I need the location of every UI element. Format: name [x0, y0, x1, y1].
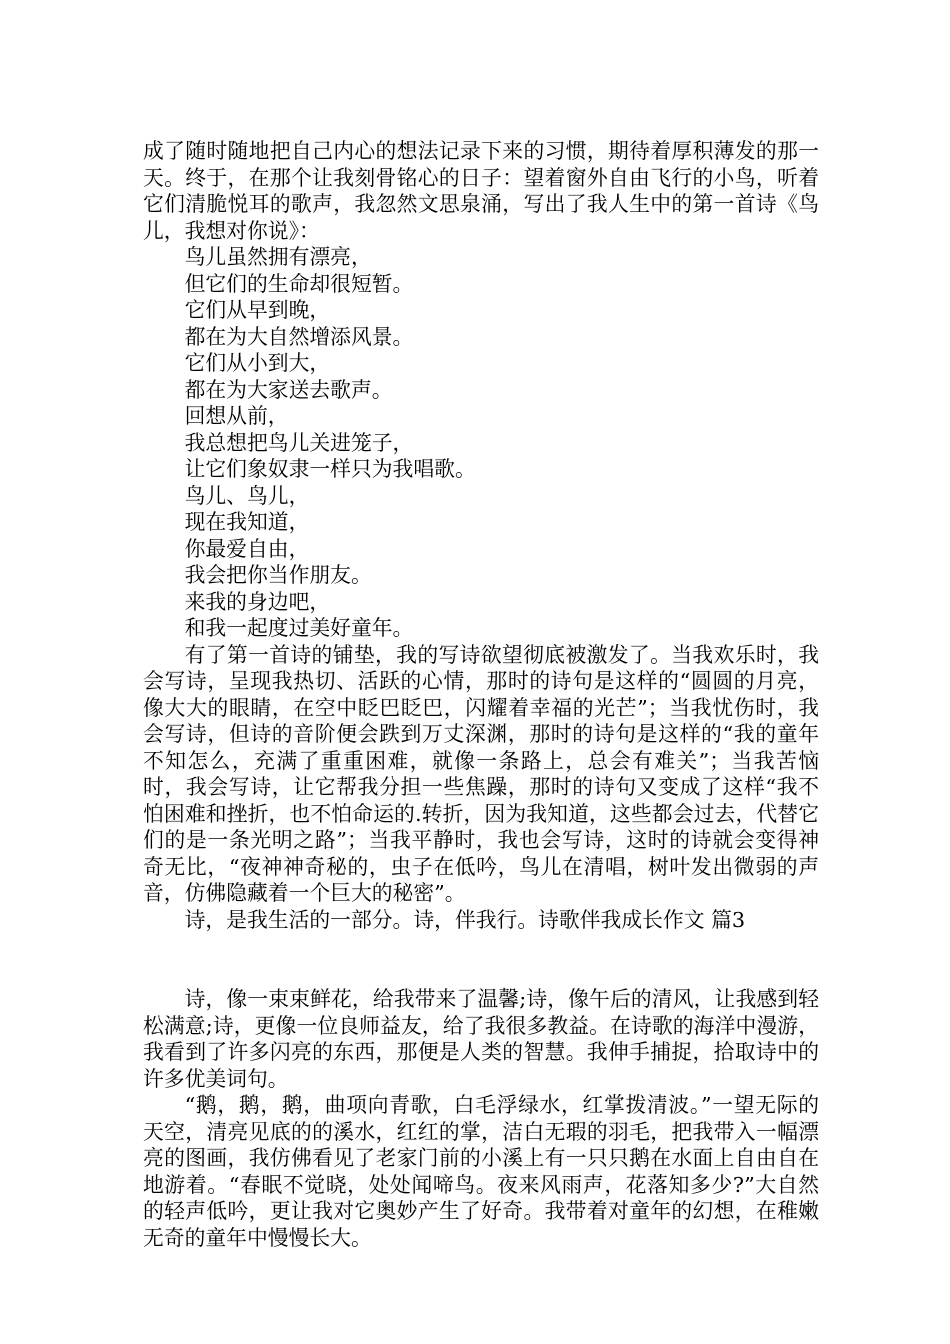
poem-line: 我会把你当作朋友。 [184, 563, 372, 587]
poem-line: 但它们的生命却很短暂。 [184, 271, 414, 296]
poem-line: 鸟儿虽然拥有漂亮， [184, 245, 372, 269]
section-gap [143, 933, 819, 986]
poem-line: 和我一起度过美好童年。 [184, 616, 414, 640]
poem-line: 现在我知道， [184, 510, 310, 534]
essay3-paragraph-1: 诗，像一束束鲜花，给我带来了温馨;诗，像午后的清风，让我感到轻松满意;诗，更像一位良师益友，给了我很多教益。在诗歌的海洋中漫游，我看到了许多闪亮的东西，那便是人类的智慧。我伸手捕捉，拾取诗中的许多优美词句。 [143, 987, 819, 1091]
essay3-paragraph-2: “鹅，鹅，鹅，曲项向青歌，白毛浮绿水，红掌拨清波。”一望无际的天空，清亮见底的的溪水，红红的掌，洁白无瑕的羽毛，把我带入一幅漂亮的图画，我仿佛看见了老家门前的小溪上有一只只鹅在水面上自由自在地游着。“春眠不觉晓，处处闻啼鸟。夜来风雨声，花落知多少?”大自然的轻声低吟，更让我对它奥妙产生了好奇。我带着对童年的幻想，在稚嫩无奇的童年中慢慢长大。 [143, 1093, 819, 1250]
poem-block [143, 244, 819, 642]
essay2-opening-paragraph: 成了随时随地把自己内心的想法记录下来的习惯，期待着厚积薄发的那一天。终于，在那个让我刻骨铭心的日子：望着窗外自由飞行的小鸟，听着它们清脆悦耳的歌声，我忽然文思泉涌，写出了我人生中的第一首诗《鸟儿，我想对你说》： [143, 139, 819, 243]
poem-line: 来我的身边吧， [184, 589, 331, 614]
poem-line: 都在为大自然增添风景。 [184, 324, 414, 349]
poem-line: 它们从小到大， [184, 351, 331, 375]
poem-line: 回想从前， [184, 404, 289, 428]
poem-line: 我总想把鸟儿关进笼子， [184, 430, 414, 455]
document-page [143, 138, 819, 1251]
poem-line: 它们从早到晚， [184, 298, 331, 322]
essay2-closing-and-essay3-title: 诗，是我生活的一部分。诗，伴我行。诗歌伴我成长作文 篇3 [184, 907, 746, 932]
poem-line: 让它们象奴隶一样只为我唱歌。 [184, 457, 476, 481]
poem-line: 鸟儿、鸟儿， [184, 483, 310, 508]
essay2-body-paragraph: 有了第一首诗的铺垫，我的写诗欲望彻底被激发了。当我欢乐时，我会写诗，呈现我热切、活跃的心情，那时的诗句是这样的“圆圆的月亮，像大大的眼睛，在空中眨巴眨巴，闪耀着幸福的光芒”；当我忧伤时，我会写诗，但诗的音阶便会跌到万丈深渊，那时的诗句是这样的“我的童年不知怎么，充满了重重困难，就像一条路上，总会有难关”；当我苦恼时，我会写诗，让它帮我分担一些焦躁，那时的诗句又变成了这样“我不怕困难和挫折，也不怕命运的.转折，因为我知道，这些都会过去，代替它们的是一条光明之路”；当我平静时，我也会写诗，这时的诗就会变得神奇无比，“夜神神奇秘的，虫子在低吟，鸟儿在清唱，树叶发出微弱的声音，仿佛隐藏着一个巨大的秘密”。 [143, 642, 819, 905]
poem-line: 都在为大家送去歌声。 [184, 377, 393, 402]
poem-line: 你最爱自由， [184, 536, 310, 561]
